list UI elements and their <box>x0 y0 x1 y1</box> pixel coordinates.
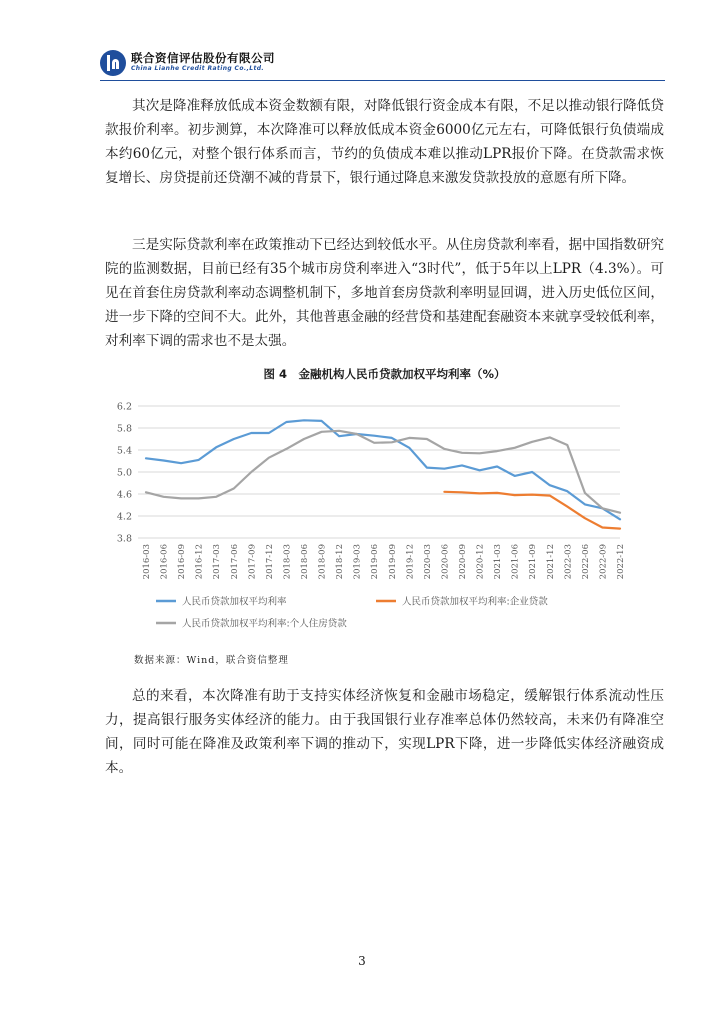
x-tick-label: 2018-09 <box>317 544 328 580</box>
x-tick-label: 2018-03 <box>282 544 293 580</box>
legend-label: 人民币贷款加权平均利率 <box>182 596 287 608</box>
y-tick-label: 5.0 <box>116 467 132 479</box>
paragraph-2: 三是实际贷款利率在政策推动下已经达到较低水平。从住房贷款利率看，据中国指数研究院的监测数据，目前已经有35个城市房贷利率进入“3时代”，低于5年以上LPR（4.3%）。可见在首套住房贷款利率动态调整机制下，多地首套房贷款利率明显回调，进入历史低位区间，进一步下降的空间不大。此外，其他普惠金融的经营贷和基建配套融资本来就享受较低利率，对利率下调的需求也不是太强。 <box>105 237 664 349</box>
x-tick-label: 2021-12 <box>545 544 556 580</box>
figure-source: 数据来源：Wind，联合资信整理 <box>134 655 289 666</box>
x-tick-label: 2022-09 <box>598 544 609 580</box>
x-tick-label: 2016-03 <box>142 544 152 580</box>
y-tick-label: 3.8 <box>116 533 132 545</box>
x-tick-label: 2019-06 <box>370 544 381 580</box>
x-tick-label: 2020-09 <box>458 544 468 580</box>
paragraph-1: 其次是降准释放低成本资金数额有限，对降低银行资金成本有限，不足以推动银行降低贷款报价利率。初步测算，本次降准可以释放低成本资金6000亿元左右，可降低银行负债端成本约60亿元，对整个银行体系而言，节约的负债成本难以推动LPR报价下降。在贷款需求恢复增长、房贷提前还贷潮不减的背景下，银行通过降息来激发贷款投放的意愿有所下降。 <box>105 98 664 186</box>
legend-label: 人民币贷款加权平均利率:企业贷款 <box>402 596 548 608</box>
y-tick-label: 6.2 <box>116 401 132 413</box>
x-tick-label: 2020-03 <box>422 544 433 580</box>
company-name-cn: 联合资信评估股份有限公司 <box>131 51 275 65</box>
x-tick-label: 2020-12 <box>475 544 486 580</box>
x-tick-label: 2020-06 <box>440 544 451 580</box>
header-rule <box>100 80 665 81</box>
x-tick-label: 2016-12 <box>194 544 205 580</box>
series-line-2 <box>444 492 620 529</box>
figure-title: 图 4 金融机构人民币贷款加权平均利率（%） <box>263 367 506 381</box>
x-tick-label: 2021-06 <box>510 544 521 580</box>
company-name-en: China Lianhe Credit Rating Co.,Ltd. <box>131 65 265 72</box>
x-tick-label: 2017-09 <box>247 544 258 580</box>
x-tick-label: 2018-12 <box>335 544 346 580</box>
x-tick-label: 2017-03 <box>212 544 223 580</box>
x-tick-label: 2022-12 <box>616 544 626 580</box>
y-tick-label: 4.2 <box>116 511 132 523</box>
page-number: 3 <box>358 954 366 968</box>
x-tick-label: 2017-06 <box>229 544 240 580</box>
x-tick-label: 2018-06 <box>300 544 310 580</box>
y-tick-label: 5.4 <box>116 445 132 457</box>
x-tick-label: 2022-06 <box>580 544 591 580</box>
x-tick-label: 2022-03 <box>563 544 574 580</box>
paragraph-3: 总的来看，本次降准有助于支持实体经济恢复和金融市场稳定，缓解银行体系流动性压力，提高银行服务实体经济的能力。由于我国银行业存准率总体仍然较高，未来仍有降准空间，同时可能在降准及政策利率下调的推动下，实现LPR下降，进一步降低实体经济融资成本。 <box>105 688 664 776</box>
x-tick-label: 2021-09 <box>528 544 539 580</box>
series-line-1 <box>146 420 620 519</box>
x-tick-label: 2019-12 <box>405 544 416 580</box>
x-tick-label: 2016-09 <box>177 544 188 580</box>
y-tick-label: 5.8 <box>116 423 132 435</box>
x-tick-label: 2021-03 <box>493 544 504 580</box>
lianhe-logo-icon <box>100 50 126 76</box>
y-tick-label: 4.6 <box>116 489 132 501</box>
legend-label: 人民币贷款加权平均利率:个人住房贷款 <box>182 618 347 630</box>
x-tick-label: 2016-06 <box>159 544 170 580</box>
x-tick-label: 2019-09 <box>387 544 398 580</box>
x-tick-label: 2019-03 <box>352 544 363 580</box>
page-header <box>100 48 660 78</box>
x-tick-label: 2017-12 <box>264 544 275 580</box>
line-chart <box>108 392 628 637</box>
